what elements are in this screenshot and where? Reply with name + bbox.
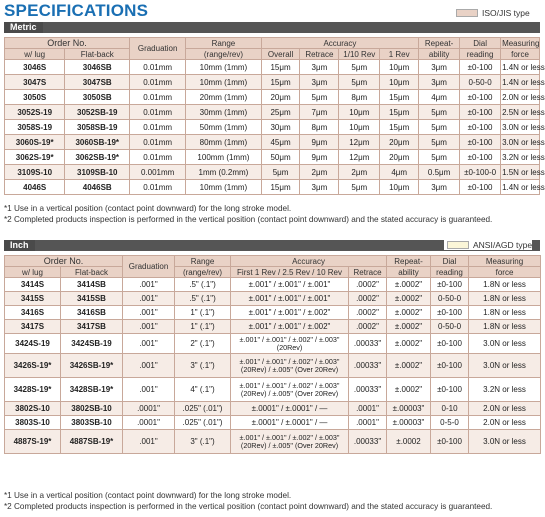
inch-footnote-2: *2 Completed products inspection is performed in the vertical position (contact point downward) and the stated accuracy is guaranteed. <box>4 502 493 511</box>
table-cell: .001" <box>123 378 175 402</box>
force-sub-header: force <box>501 49 540 60</box>
legend-label: ANSI/AGD type <box>473 240 533 250</box>
table-row <box>5 334 541 354</box>
table-cell: ±.001" / ±.001" / ±.001" <box>231 278 349 292</box>
force-sub-header: force <box>469 267 541 278</box>
table-cell: 7μm <box>300 105 339 120</box>
inch-section-label: Inch <box>4 240 35 251</box>
table-row <box>5 292 541 306</box>
order-number-cell: 3803SB-10 <box>61 416 123 430</box>
table-cell: .00033" <box>349 430 387 454</box>
order-number-cell: 3109S-10 <box>5 165 65 180</box>
table-cell: .5" (.1") <box>175 278 231 292</box>
table-cell: .0002" <box>349 292 387 306</box>
table-cell: 1.5N or less <box>501 165 540 180</box>
table-row <box>5 402 541 416</box>
table-cell: 5μm <box>419 120 460 135</box>
table-cell: .0001" <box>123 402 175 416</box>
table-cell: 9μm <box>300 135 339 150</box>
table-cell: 3μm <box>300 75 339 90</box>
table-cell: 20μm <box>380 135 419 150</box>
graduation-header: Graduation <box>130 38 186 60</box>
table-cell: 8μm <box>339 90 380 105</box>
table-cell: .00033" <box>349 378 387 402</box>
order-number-cell: 3060S-19* <box>5 135 65 150</box>
accuracy-header: Accuracy <box>231 256 387 267</box>
metric-section-bar <box>4 22 540 33</box>
table-cell: ±0-100 <box>431 334 469 354</box>
w-lug-header: w/ lug <box>5 49 65 60</box>
table-cell: ±.001" / ±.001" / ±.002" / ±.003" (20Rev) / ±.005" (Over 20Rev) <box>231 354 349 378</box>
table-cell: ±.00003" <box>387 402 431 416</box>
table-cell: 1mm (0.2mm) <box>186 165 261 180</box>
table-cell: 15μm <box>261 180 300 195</box>
retrace-header: Retrace <box>300 49 339 60</box>
table-cell: ±.001" / ±.001" / ±.002" / ±.003" (20Rev) / ±.005" (Over 20Rev) <box>231 430 349 454</box>
table-cell: 9μm <box>300 150 339 165</box>
order-number-cell: 3428S-19* <box>5 378 61 402</box>
table-cell: 0-5-0 <box>431 416 469 430</box>
order-number-cell: 3426S-19* <box>5 354 61 378</box>
table-cell: 0.01mm <box>130 150 186 165</box>
table-cell: 4μm <box>380 165 419 180</box>
table-cell: 15μm <box>261 60 300 75</box>
table-cell: 5μm <box>419 135 460 150</box>
table-cell: ±0-100 <box>431 278 469 292</box>
flat-back-header: Flat-back <box>65 49 130 60</box>
table-row <box>5 90 540 105</box>
table-cell: 10μm <box>380 180 419 195</box>
table-cell: 10μm <box>339 105 380 120</box>
graduation-header: Graduation <box>123 256 175 278</box>
order-number-cell: 3428SB-19* <box>61 378 123 402</box>
order-number-cell: 3050S <box>5 90 65 105</box>
table-cell: ±.0001" / ±.0001" / — <box>231 416 349 430</box>
table-cell: ±0-100 <box>431 354 469 378</box>
metric-type-legend <box>456 8 530 18</box>
order-number-cell: 3416S <box>5 306 61 320</box>
table-cell: 1" (.1") <box>175 306 231 320</box>
table-row <box>5 135 540 150</box>
table-cell: 1.4N or less <box>501 60 540 75</box>
order-number-cell: 3058SB-19 <box>65 120 130 135</box>
one-rev-header: 1 Rev <box>380 49 419 60</box>
order-number-cell: 3047SB <box>65 75 130 90</box>
table-cell: ±.001" / ±.001" / ±.002" / ±.003" (20Rev) <box>231 334 349 354</box>
order-number-cell: 4887S-19* <box>5 430 61 454</box>
table-cell: ±.001" / ±.001" / ±.002" / ±.003" (20Rev) / ±.005" (Over 20Rev) <box>231 378 349 402</box>
table-cell: ±0-100 <box>431 378 469 402</box>
page-title: SPECIFICATIONS <box>4 1 149 20</box>
inch-spec-table <box>4 255 541 454</box>
order-number-cell: 3424S-19 <box>5 334 61 354</box>
table-cell: .0002" <box>349 278 387 292</box>
table-cell: 10mm (1mm) <box>186 75 261 90</box>
repeatability-sub-header: ability <box>387 267 431 278</box>
table-cell: 80mm (1mm) <box>186 135 261 150</box>
order-number-cell: 3414S <box>5 278 61 292</box>
table-cell: .0001" <box>349 416 387 430</box>
table-cell: 4" (.1") <box>175 378 231 402</box>
order-number-cell: 3802SB-10 <box>61 402 123 416</box>
order-number-cell: 3050SB <box>65 90 130 105</box>
inch-type-legend <box>444 240 532 250</box>
overall-header: Overall <box>261 49 300 60</box>
table-cell: ±0-100 <box>431 430 469 454</box>
table-cell: 2.5N or less <box>501 105 540 120</box>
table-cell: 3.2N or less <box>501 150 540 165</box>
table-cell: 10μm <box>339 120 380 135</box>
table-cell: 3.2N or less <box>469 378 541 402</box>
table-cell: ±.0002 <box>387 430 431 454</box>
order-number-cell: 3060SB-19* <box>65 135 130 150</box>
table-cell: .001" <box>123 320 175 334</box>
metric-section-label: Metric <box>4 22 43 33</box>
retrace-header: Retrace <box>349 267 387 278</box>
table-cell: ±0-100 <box>460 150 501 165</box>
table-cell: 15μm <box>261 75 300 90</box>
table-cell: 5μm <box>261 165 300 180</box>
table-cell: 12μm <box>339 150 380 165</box>
order-number-cell: 3046S <box>5 60 65 75</box>
table-row <box>5 75 540 90</box>
order-number-cell: 3415SB <box>61 292 123 306</box>
table-cell: 0.5μm <box>419 165 460 180</box>
force-header: Measuring <box>469 256 541 267</box>
table-cell: .00033" <box>349 354 387 378</box>
table-cell: 1.8N or less <box>469 278 541 292</box>
table-cell: 1.8N or less <box>469 292 541 306</box>
range-sub-header: (range/rev) <box>175 267 231 278</box>
range-header: Range <box>175 256 231 267</box>
table-cell: 1.8N or less <box>469 306 541 320</box>
order-number-cell: 3109SB-10 <box>65 165 130 180</box>
order-number-cell: 3052S-19 <box>5 105 65 120</box>
table-cell: 0-10 <box>431 402 469 416</box>
table-cell: .025" (.01") <box>175 416 231 430</box>
table-cell: .0001" <box>349 402 387 416</box>
table-cell: 1.4N or less <box>501 75 540 90</box>
table-row <box>5 60 540 75</box>
table-cell: .001" <box>123 354 175 378</box>
table-cell: .0001" <box>123 416 175 430</box>
dial-header: Dial <box>460 38 501 49</box>
table-cell: 12μm <box>339 135 380 150</box>
metric-footnote-1: *1 Use in a vertical position (contact point downward) for the long stroke model. <box>4 204 292 213</box>
table-row <box>5 306 541 320</box>
table-cell: 1" (.1") <box>175 320 231 334</box>
table-cell: ±.001" / ±.001" / ±.002" <box>231 320 349 334</box>
dial-sub-header: reading <box>460 49 501 60</box>
table-cell: 20mm (1mm) <box>186 90 261 105</box>
table-row <box>5 354 541 378</box>
table-cell: 2" (.1") <box>175 334 231 354</box>
repeatability-header: Repeat- <box>419 38 460 49</box>
table-cell: 15μm <box>380 90 419 105</box>
table-cell: ±.0002" <box>387 306 431 320</box>
table-cell: ±0-100 <box>460 135 501 150</box>
table-cell: ±0-100 <box>460 120 501 135</box>
table-cell: 30mm (1mm) <box>186 105 261 120</box>
table-cell: .001" <box>123 292 175 306</box>
table-cell: ±0-100 <box>431 306 469 320</box>
order-number-cell: 4046S <box>5 180 65 195</box>
table-cell: ±.001" / ±.001" / ±.002" <box>231 306 349 320</box>
inch-footnote-1: *1 Use in a vertical position (contact point downward) for the long stroke model. <box>4 491 292 500</box>
table-cell: ±.0002" <box>387 278 431 292</box>
table-cell: 15μm <box>380 105 419 120</box>
metric-footnote-2: *2 Completed products inspection is performed in the vertical position (contact point downward) and the stated accuracy is guaranteed. <box>4 215 493 224</box>
table-cell: 100mm (1mm) <box>186 150 261 165</box>
order-number-cell: 3052SB-19 <box>65 105 130 120</box>
metric-spec-table <box>4 37 545 195</box>
table-cell: ±.001" / ±.001" / ±.001" <box>231 292 349 306</box>
table-cell: 0-50-0 <box>431 292 469 306</box>
table-cell: .001" <box>123 278 175 292</box>
table-cell: 5μm <box>339 75 380 90</box>
order-number-cell: 3424SB-19 <box>61 334 123 354</box>
table-cell: ±.0002" <box>387 334 431 354</box>
table-cell: 15μm <box>380 120 419 135</box>
order-number-cell: 4887SB-19* <box>61 430 123 454</box>
table-cell: 2μm <box>300 165 339 180</box>
table-cell: 2μm <box>339 165 380 180</box>
order-number-cell: 3426SB-19* <box>61 354 123 378</box>
table-cell: 10mm (1mm) <box>186 180 261 195</box>
repeatability-header: Repeat- <box>387 256 431 267</box>
order-number-cell: 3058S-19 <box>5 120 65 135</box>
accuracy-header: Accuracy <box>261 38 418 49</box>
table-cell: 3.0N or less <box>501 120 540 135</box>
table-cell: 1.4N or less <box>501 180 540 195</box>
table-cell: ±.0001" / ±.0001" / — <box>231 402 349 416</box>
table-cell: 5μm <box>419 105 460 120</box>
table-cell: ±0-100 <box>460 60 501 75</box>
w-lug-header: w/ lug <box>5 267 61 278</box>
table-row <box>5 320 541 334</box>
order-number-cell: 3417S <box>5 320 61 334</box>
range-sub-header: (range/rev) <box>186 49 261 60</box>
table-cell: 0.01mm <box>130 180 186 195</box>
table-cell: 20μm <box>261 90 300 105</box>
order-number-cell: 3062S-19* <box>5 150 65 165</box>
table-cell: 2.0N or less <box>469 416 541 430</box>
table-cell: .0002" <box>349 306 387 320</box>
table-cell: 2.0N or less <box>469 402 541 416</box>
table-cell: 8μm <box>300 120 339 135</box>
table-cell: 1.8N or less <box>469 320 541 334</box>
table-cell: 3μm <box>419 180 460 195</box>
table-row <box>5 180 540 195</box>
table-cell: 0-50-0 <box>460 75 501 90</box>
table-cell: 3.0N or less <box>469 354 541 378</box>
order-number-cell: 3803S-10 <box>5 416 61 430</box>
table-row <box>5 278 541 292</box>
order-no-header: Order No. <box>5 256 123 267</box>
table-cell: .00033" <box>349 334 387 354</box>
table-row <box>5 105 540 120</box>
table-row <box>5 150 540 165</box>
table-cell: ±0-100 <box>460 180 501 195</box>
table-cell: 4μm <box>419 90 460 105</box>
table-cell: ±.0002" <box>387 354 431 378</box>
table-cell: 0.01mm <box>130 105 186 120</box>
table-cell: 0.01mm <box>130 75 186 90</box>
table-row <box>5 165 540 180</box>
table-cell: 3μm <box>419 60 460 75</box>
table-cell: 3" (.1") <box>175 354 231 378</box>
table-cell: 5μm <box>300 90 339 105</box>
table-cell: 0.001mm <box>130 165 186 180</box>
table-cell: ±.0002" <box>387 320 431 334</box>
table-cell: 3.0N or less <box>501 135 540 150</box>
dial-sub-header: reading <box>431 267 469 278</box>
tenth-rev-header: 1/10 Rev <box>339 49 380 60</box>
table-cell: 3.0N or less <box>469 334 541 354</box>
order-number-cell: 3415S <box>5 292 61 306</box>
table-cell: 10μm <box>380 75 419 90</box>
order-number-cell: 3414SB <box>61 278 123 292</box>
table-cell: ±0-100-0 <box>460 165 501 180</box>
table-cell: 45μm <box>261 135 300 150</box>
table-cell: 10mm (1mm) <box>186 60 261 75</box>
table-cell: 5μm <box>339 180 380 195</box>
table-cell: 0.01mm <box>130 135 186 150</box>
order-number-cell: 3802S-10 <box>5 402 61 416</box>
table-cell: .001" <box>123 430 175 454</box>
legend-label: ISO/JIS type <box>482 8 530 18</box>
dial-header: Dial <box>431 256 469 267</box>
legend-swatch <box>447 241 469 249</box>
table-cell: .001" <box>123 334 175 354</box>
repeatability-sub-header: ability <box>419 49 460 60</box>
table-cell: ±.0002" <box>387 378 431 402</box>
table-cell: 0.01mm <box>130 90 186 105</box>
table-cell: 0-50-0 <box>431 320 469 334</box>
table-cell: 10μm <box>380 60 419 75</box>
order-number-cell: 3416SB <box>61 306 123 320</box>
table-cell: 3μm <box>300 180 339 195</box>
legend-swatch <box>456 9 478 17</box>
table-cell: .025" (.01") <box>175 402 231 416</box>
table-cell: ±.0002" <box>387 292 431 306</box>
table-row <box>5 120 540 135</box>
accuracy-sub-header: First 1 Rev / 2.5 Rev / 10 Rev <box>231 267 349 278</box>
table-cell: ±.00003" <box>387 416 431 430</box>
order-number-cell: 3417SB <box>61 320 123 334</box>
flat-back-header: Flat-back <box>61 267 123 278</box>
table-cell: .0002" <box>349 320 387 334</box>
order-number-cell: 3046SB <box>65 60 130 75</box>
table-cell: 50mm (1mm) <box>186 120 261 135</box>
table-cell: .5" (.1") <box>175 292 231 306</box>
order-number-cell: 4046SB <box>65 180 130 195</box>
table-cell: 0.01mm <box>130 60 186 75</box>
table-row <box>5 416 541 430</box>
order-number-cell: 3062SB-19* <box>65 150 130 165</box>
table-row <box>5 378 541 402</box>
table-row <box>5 430 541 454</box>
range-header: Range <box>186 38 261 49</box>
table-cell: 5μm <box>419 150 460 165</box>
force-header: Measuring <box>502 38 540 48</box>
table-cell: 3" (.1") <box>175 430 231 454</box>
table-cell: 2.0N or less <box>501 90 540 105</box>
table-cell: 3μm <box>419 75 460 90</box>
table-cell: 20μm <box>380 150 419 165</box>
order-no-header: Order No. <box>5 38 130 49</box>
table-cell: 0.01mm <box>130 120 186 135</box>
table-cell: 3.0N or less <box>469 430 541 454</box>
table-cell: 50μm <box>261 150 300 165</box>
table-cell: ±0-100 <box>460 105 501 120</box>
table-cell: 3μm <box>300 60 339 75</box>
table-cell: 25μm <box>261 105 300 120</box>
table-cell: ±0-100 <box>460 90 501 105</box>
table-cell: 5μm <box>339 60 380 75</box>
table-cell: .001" <box>123 306 175 320</box>
table-cell: 30μm <box>261 120 300 135</box>
order-number-cell: 3047S <box>5 75 65 90</box>
